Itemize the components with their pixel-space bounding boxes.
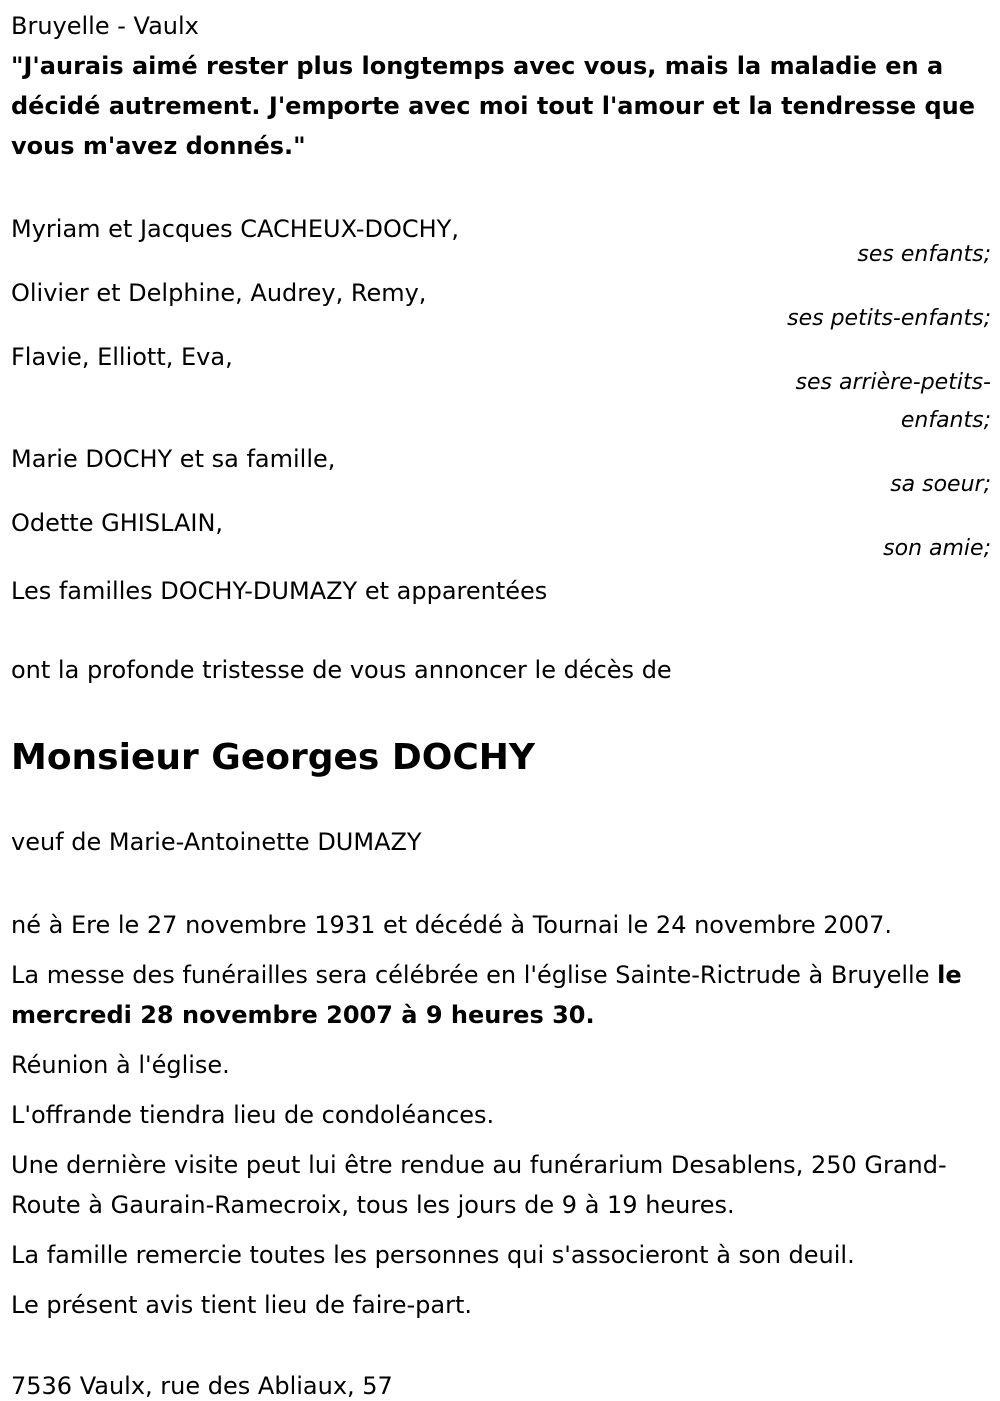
widower-of: veuf de Marie-Antoinette DUMAZY bbox=[11, 828, 422, 856]
relative-name: Flavie, Elliott, Eva, bbox=[11, 343, 233, 371]
relative-entry bbox=[11, 444, 991, 504]
extended-families: Les familles DOCHY-DUMAZY et apparentées bbox=[11, 577, 548, 605]
birth-death-dates: né à Ere le 27 novembre 1931 et décédé à Tournai le 24 novembre 2007. bbox=[11, 911, 893, 939]
relative-entry bbox=[11, 278, 991, 338]
relatives-list bbox=[11, 214, 991, 606]
relative-entry bbox=[11, 342, 991, 440]
relative-entry bbox=[11, 214, 991, 274]
funeral-mass-time: le mercredi 28 novembre 2007 à 9 heures 30. bbox=[11, 961, 962, 1029]
family-address: 7536 Vaulx, rue des Abliaux, 57 bbox=[11, 1372, 393, 1400]
relative-name: Myriam et Jacques CACHEUX-DOCHY, bbox=[11, 215, 459, 243]
visit-info: Une dernière visite peut lui être rendue au funérarium Desablens, 250 Grand-Route à Gaurain-Ramecroix, tous les jours de 9 à 19 heures. bbox=[11, 1151, 947, 1219]
announcement: ont la profonde tristesse de vous annoncer le décès de bbox=[11, 656, 672, 684]
relative-role: son amie; bbox=[883, 536, 991, 561]
relative-name: Olivier et Delphine, Audrey, Remy, bbox=[11, 279, 427, 307]
funeral-mass-text: La messe des funérailles sera célébrée en l'église Sainte-Rictrude à Bruyelle bbox=[11, 961, 938, 989]
meeting-place: Réunion à l'église. bbox=[11, 1051, 230, 1079]
notice-note: Le présent avis tient lieu de faire-part. bbox=[11, 1291, 473, 1319]
thanks-note: La famille remercie toutes les personnes qui s'associeront à son deuil. bbox=[11, 1241, 855, 1269]
obituary-notice bbox=[11, 6, 991, 1401]
relative-name: Odette GHISLAIN, bbox=[11, 509, 224, 537]
relative-role: ses petits-enfants; bbox=[787, 306, 991, 331]
funeral-mass bbox=[11, 955, 991, 1035]
relative-role: ses arrière-petits-enfants; bbox=[795, 370, 991, 433]
relative-role: sa soeur; bbox=[890, 472, 991, 497]
quote: "J'aurais aimé rester plus longtemps avec vous, mais la maladie en a décidé autrement. J'emporte avec moi tout l'amour et la tendresse que vous m'avez donnés." bbox=[11, 52, 976, 160]
relative-role: ses enfants; bbox=[857, 242, 991, 267]
location-heading: Bruyelle - Vaulx bbox=[11, 12, 199, 40]
offering-note: L'offrande tiendra lieu de condoléances. bbox=[11, 1101, 495, 1129]
deceased-name: Monsieur Georges DOCHY bbox=[11, 737, 535, 778]
relative-entry bbox=[11, 508, 991, 568]
relative-name: Marie DOCHY et sa famille, bbox=[11, 445, 336, 473]
